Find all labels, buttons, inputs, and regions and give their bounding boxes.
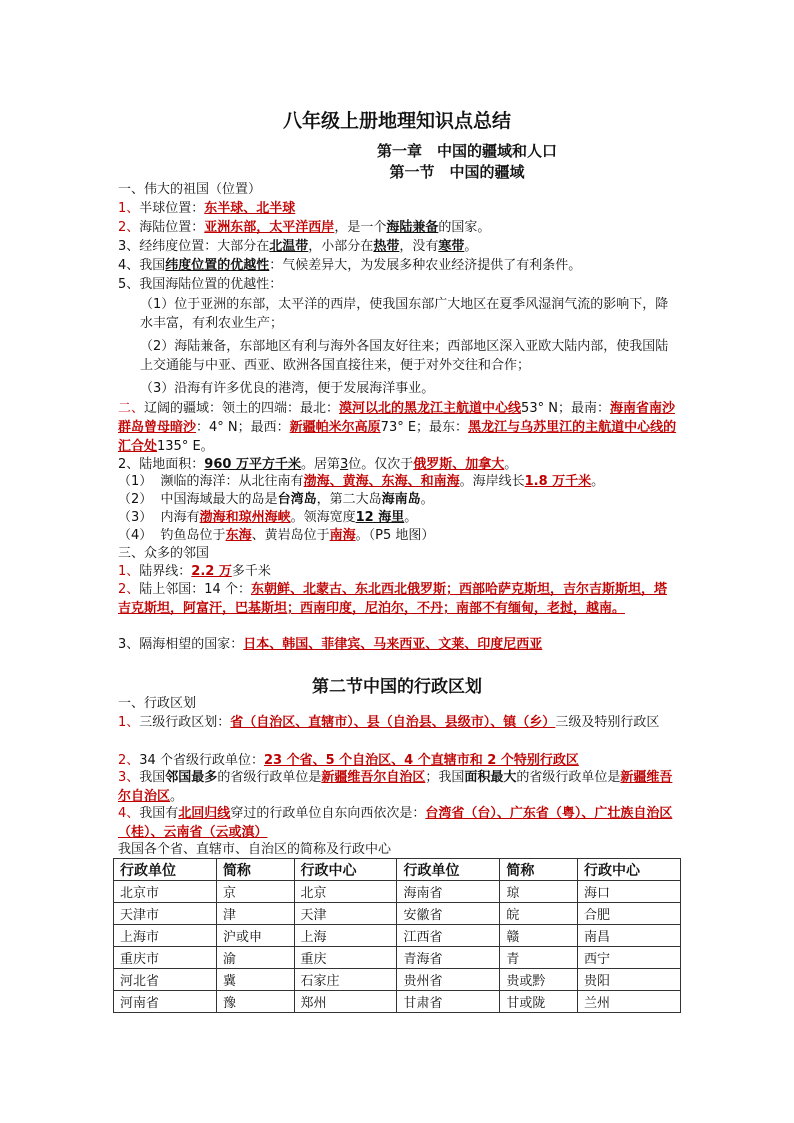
paragraph: （3） 内海有渤海和琼州海峡。领海宽度12 海里。	[118, 510, 418, 525]
table-row	[114, 969, 681, 991]
table-cell: 西宁	[578, 947, 681, 969]
table-cell: 赣	[500, 925, 578, 947]
table-cell: 沪或申	[216, 925, 294, 947]
table-cell: 石家庄	[294, 969, 397, 991]
table-cell: 河南省	[114, 991, 217, 1013]
table-header-cell: 行政中心	[294, 859, 397, 881]
table-cell: 重庆市	[114, 947, 217, 969]
table-cell: 甘或陇	[500, 991, 578, 1013]
table-cell: 豫	[216, 991, 294, 1013]
table-header-row	[114, 859, 681, 881]
paragraph: （1）位于亚洲的东部，太平洋的西岸，使我国东部广大地区在夏季风湿润气流的影响下，降水丰富，有利农业生产；	[140, 297, 669, 331]
table-cell: 合肥	[578, 903, 681, 925]
table-cell: 天津市	[114, 903, 217, 925]
table-header-cell: 简称	[500, 859, 578, 881]
paragraph: 2、陆地面积：960 万平方千米。居第3位。仅次于俄罗斯、加拿大。	[118, 457, 518, 472]
table-header-cell: 行政单位	[114, 859, 217, 881]
table-row	[114, 903, 681, 925]
paragraph: 1、半球位置：东半球、北半球	[118, 201, 296, 216]
paragraph: 3、经纬度位置：大部分在北温带，小部分在热带，没有寒带。	[118, 239, 478, 254]
table-header-cell: 简称	[216, 859, 294, 881]
paragraph: （3）沿海有许多优良的港湾，便于发展海洋事业。	[140, 381, 435, 396]
paragraph: 二、辽阔的疆域：领土的四端：最北：漠河以北的黑龙江主航道中心线53° N；最南：海南省南沙群岛曾母暗沙：4° N；最西：新疆帕米尔高原73° E；最东：黑龙江与乌苏里江的主航道中心线的汇合处135° E。	[118, 401, 677, 454]
paragraph: 1、陆界线：2.2 万多千米	[118, 564, 271, 579]
subsection-heading: 一、伟大的祖国（位置）	[118, 182, 262, 197]
table-cell: 上海市	[114, 925, 217, 947]
table-cell: 江西省	[397, 925, 500, 947]
paragraph: 2、陆上邻国：14 个：东朝鲜、北蒙古、东北西北俄罗斯；西部哈萨克斯坦，吉尔吉斯斯坦，塔吉克斯坦，阿富汗，巴基斯坦；西南印度，尼泊尔，不丹；南部不有缅甸，老挝，越南。	[118, 582, 667, 616]
table-cell: 贵或黔	[500, 969, 578, 991]
table-cell: 南昌	[578, 925, 681, 947]
section-heading: 第一节 中国的疆域	[389, 163, 525, 181]
province-table	[113, 858, 681, 1013]
document-title: 八年级上册地理知识点总结	[282, 110, 511, 132]
chapter-heading: 第一章 中国的疆域和人口	[376, 142, 557, 160]
table-cell: 河北省	[114, 969, 217, 991]
paragraph: 5、我国海陆位置的优越性：	[118, 277, 283, 292]
paragraph: 2、34 个省级行政单位：23 个省、5 个自治区、4 个直辖市和 2 个特别行政区	[118, 753, 579, 768]
table-cell: 安徽省	[397, 903, 500, 925]
table-cell: 海口	[578, 881, 681, 903]
table-cell: 贵阳	[578, 969, 681, 991]
paragraph: 1、三级行政区划：省（自治区、直辖市）、县（自治县、县级市）、镇（乡）三级及特别行政区	[118, 715, 660, 730]
paragraph: 3、我国邻国最多的省级行政单位是新疆维吾尔自治区；我国面积最大的省级行政单位是新疆维吾尔自治区。	[118, 770, 673, 804]
table-row	[114, 991, 681, 1013]
subsection-heading: 三、众多的邻国	[118, 546, 210, 561]
table-cell: 青海省	[397, 947, 500, 969]
paragraph: 4、我国纬度位置的优越性：气候差异大，为发展多种农业经济提供了有利条件。	[118, 258, 582, 273]
paragraph: 3、隔海相望的国家：日本、韩国、菲律宾、马来西亚、文莱、印度尼西亚	[118, 637, 543, 652]
table-cell: 上海	[294, 925, 397, 947]
table-cell: 北京市	[114, 881, 217, 903]
table-header-cell: 行政单位	[397, 859, 500, 881]
table-row	[114, 925, 681, 947]
paragraph: （1） 濒临的海洋：从北往南有渤海、黄海、东海、和南海。海岸线长1.8 万千米。	[118, 474, 605, 489]
subsection-heading: 一、行政区划	[118, 696, 197, 711]
table-cell: 渝	[216, 947, 294, 969]
table-cell: 海南省	[397, 881, 500, 903]
table-row	[114, 947, 681, 969]
paragraph: （4） 钓鱼岛位于东海、黄岩岛位于南海。（P5 地图）	[118, 528, 435, 543]
table-cell: 琼	[500, 881, 578, 903]
section-heading: 第二节中国的行政区划	[312, 677, 482, 697]
table-cell: 重庆	[294, 947, 397, 969]
table-cell: 兰州	[578, 991, 681, 1013]
table-cell: 皖	[500, 903, 578, 925]
paragraph: 4、我国有北回归线穿过的行政单位自东向西依次是：台湾省（台）、广东省（粤）、广壮族自治区（桂）、云南省（云或滇）	[118, 806, 673, 840]
table-cell: 津	[216, 903, 294, 925]
table-cell: 甘肃省	[397, 991, 500, 1013]
table-caption: 我国各个省、直辖市、自治区的简称及行政中心	[118, 842, 392, 857]
table-cell: 京	[216, 881, 294, 903]
table-cell: 贵州省	[397, 969, 500, 991]
paragraph: 2、海陆位置：亚洲东部，太平洋西岸，是一个海陆兼备的国家。	[118, 220, 491, 235]
table-cell: 冀	[216, 969, 294, 991]
table-cell: 北京	[294, 881, 397, 903]
paragraph: （2）海陆兼备，东部地区有利与海外各国友好往来；西部地区深入亚欧大陆内部，使我国陆上交通能与中亚、西亚、欧洲各国直接往来，便于对外交往和合作；	[140, 339, 669, 373]
table-cell: 天津	[294, 903, 397, 925]
table-header-cell: 行政中心	[578, 859, 681, 881]
table-cell: 青	[500, 947, 578, 969]
paragraph: （2） 中国海域最大的岛是台湾岛，第二大岛海南岛。	[118, 492, 434, 507]
table-row	[114, 881, 681, 903]
table-cell: 郑州	[294, 991, 397, 1013]
